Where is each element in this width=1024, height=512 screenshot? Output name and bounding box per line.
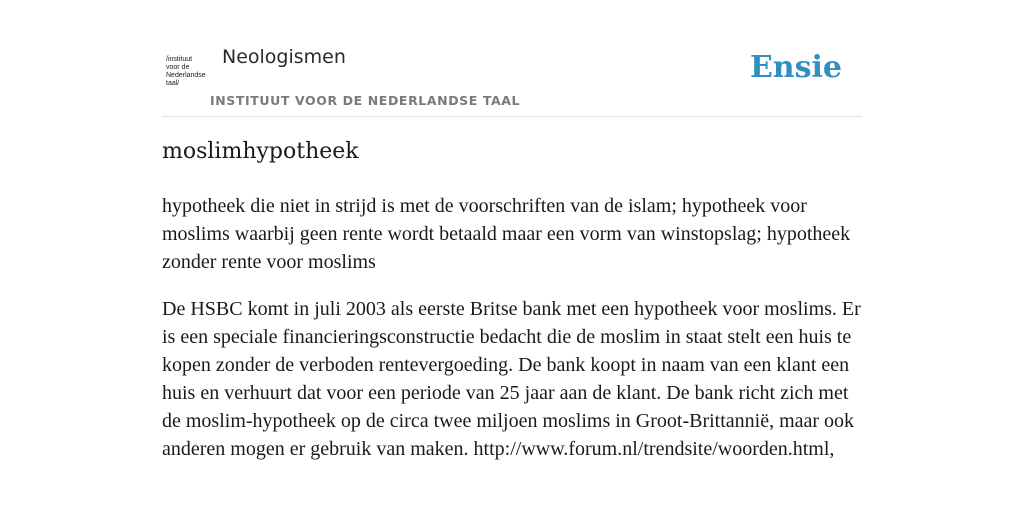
entry-header <box>162 0 862 117</box>
ensie-logo[interactable]: Ensie <box>749 50 842 85</box>
entry-term: moslimhypotheek <box>162 139 359 164</box>
source-title[interactable]: Neologismen <box>222 46 346 68</box>
logo-line: taal/ <box>166 80 180 87</box>
entry-citation: De HSBC komt in juli 2003 als eerste Britse bank met een hypotheek voor moslims. Er is een speciale financieringsconstructie bedacht die de moslim in staat stelt een huis te kopen zonder de verboden rentevergoeding. De bank koopt in naam van een klant een huis en verhuurt dat voor een periode van 25 jaar aan de klant. De bank richt zich met de moslim-hypotheek op de circa twee miljoen moslims in Groot-Brittannië, maar ook anderen mogen er gebruik van maken. http://www.forum.nl/trendsite/woorden.html, <box>162 298 861 460</box>
entry-definition: hypotheek die niet in strijd is met de voorschriften van de islam; hypotheek voor moslims waarbij geen rente wordt betaald maar een vorm van winstopslag; hypotheek zonder rente voor moslims <box>162 195 851 273</box>
source-organization: INSTITUUT VOOR DE NEDERLANDSE TAAL <box>210 93 521 108</box>
logo-line: voor de <box>166 64 190 71</box>
entry-card <box>162 0 862 512</box>
logo-line: Nederlandse <box>166 72 206 79</box>
logo-line: /instituut <box>166 56 193 63</box>
ivdnt-logo <box>166 56 208 88</box>
